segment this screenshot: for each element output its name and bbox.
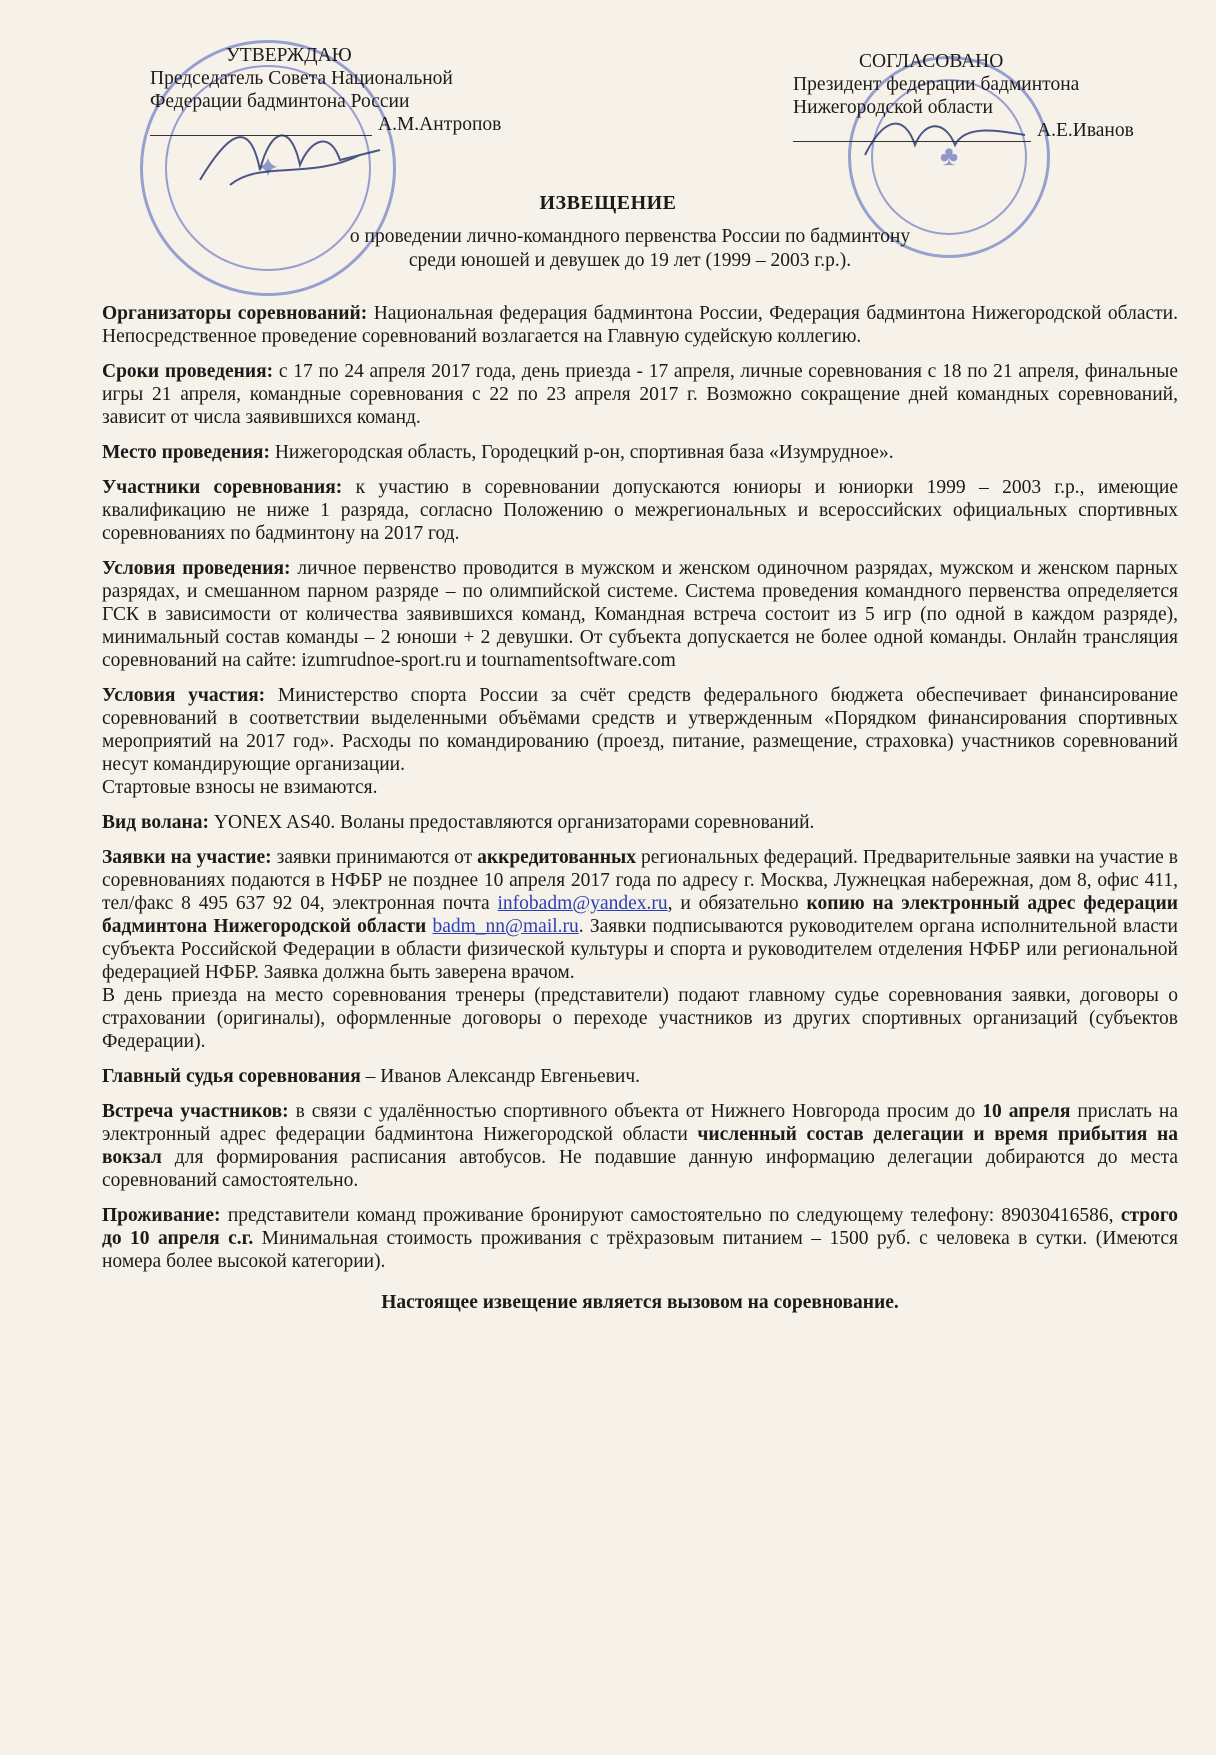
section-text: к участию в соревновании допускаются юниоры и юниорки 1999 – 2003 г.р., имеющие квалификацию не ниже 1 разряда, согласно Положению о межрегиональных и всероссийских официальных спортивных соревнованиях по бадминтону на 2017 год. (102, 477, 1178, 544)
document-subtitle (230, 225, 1030, 273)
section-text: Нижегородская область, Городецкий р-он, спортивная база «Изумрудное». (269, 442, 894, 463)
section-dates (102, 360, 1178, 429)
section-place (102, 441, 1178, 464)
fees-note: Стартовые взносы не взимаются. (102, 777, 378, 798)
section-label: Условия участия: (102, 685, 266, 706)
approver-organization: Федерации бадминтона России (150, 91, 410, 112)
shuttlecock-icon: ♣ (939, 141, 959, 172)
section-text: прислать на электронный адрес федерации бадминтона Нижегородской области (102, 1101, 1178, 1145)
section-label: Заявки на участие: (102, 847, 272, 868)
section-label: Место проведения: (102, 442, 270, 463)
section-label: Организаторы соревнований: (102, 303, 368, 324)
emphasis-text: копию на электронный адрес федерации бадминтона Нижегородской области (102, 893, 1178, 937)
agreer-position: Президент федерации бадминтона (793, 74, 1080, 95)
section-text: в связи с удалённостью спортивного объекта от Нижнего Новгорода просим до (288, 1101, 983, 1122)
section-text: заявки принимаются от (271, 847, 478, 868)
section-label: Главный судья соревнования (102, 1066, 361, 1087)
approver-name: А.М.Антропов (378, 114, 502, 135)
subtitle-line-2: среди юношей и девушек до 19 лет (1999 – 2003 г.р.). (408, 250, 852, 271)
signature-blank (150, 121, 372, 136)
section-participants (102, 476, 1178, 545)
section-organizers (102, 302, 1178, 348)
email-link-nfbr[interactable]: infobadm@yandex.ru (497, 893, 668, 914)
document-body (102, 302, 1178, 1314)
subtitle-line-1: о проведении лично-командного первенства России по бадминтону (349, 226, 911, 247)
signature-line (793, 119, 1173, 142)
section-text: YONEX AS40. Воланы предоставляются организаторами соревнований. (209, 812, 815, 833)
approval-block-left (150, 44, 550, 136)
section-text: с 17 по 24 апреля 2017 года, день приезда - 17 апреля, личные соревнования с 18 по 21 апреля, финальные игры 21 апреля, командные соревнования с 22 по 23 апреля 2017 г. Возможно сокращение дней командных соревнований, зависит от числа заявившихся команд. (102, 361, 1178, 428)
shuttlecock-icon: ✦ (256, 153, 280, 184)
section-text: для формирования расписания автобусов. Не подавшие данную информацию делегации добираются до места соревнований самостоятельно. (102, 1147, 1178, 1191)
section-text: – Иванов Александр Евгеньевич. (360, 1066, 641, 1087)
email-link-regional[interactable]: badm_nn@mail.ru (432, 916, 579, 937)
section-label: Проживание: (102, 1205, 221, 1226)
section-label: Участники соревнования: (102, 477, 343, 498)
closing-statement: Настоящее извещение является вызовом на соревнование. (381, 1292, 899, 1313)
approval-block-right (793, 50, 1173, 142)
section-text: представители команд проживание бронируют самостоятельно по следующему телефону: 89030416586, (220, 1205, 1121, 1226)
section-text: региональных федераций. Предварительные заявки на участие в соревнованиях подаются в НФБР не позднее 10 апреля 2017 года по адресу г. Москва, Лужнецкая набережная, дом 8, офис 411, тел/факс 8 495 637 92 04, электронная почта (102, 847, 1178, 914)
emphasis-text: численный состав делегации и время прибытия на вокзал (102, 1124, 1178, 1168)
section-applications (102, 846, 1178, 984)
section-label: Встреча участников: (102, 1101, 289, 1122)
agreer-organization: Нижегородской области (793, 97, 993, 118)
approval-heading: УТВЕРЖДАЮ (226, 45, 352, 66)
document-title: ИЗВЕЩЕНИЕ (539, 192, 677, 214)
signature-blank (793, 127, 1031, 142)
section-text: . Заявки подписываются руководителем органа исполнительной власти субъекта Российской Федерации в области физической культуры и спорта и руководителем отделения НФБР или региональной федерацией НФБР. Заявка должна быть заверена врачом. (102, 916, 1178, 983)
section-housing (102, 1204, 1178, 1273)
section-text: Министерство спорта России за счёт средств федерального бюджета обеспечивает финансирование соревнований в соответствии выделенными объёмами средств и утвержденным «Порядком финансирования спортивных мероприятий на 2017 год». Расходы по командированию (проезд, питание, размещение, страховка) участников соревнований несут командирующие организации. (102, 685, 1178, 775)
emphasis-text: 10 апреля (982, 1101, 1071, 1122)
approver-position: Председатель Совета Национальной (150, 68, 453, 89)
section-text: Минимальная стоимость проживания с трёхразовым питанием – 1500 руб. с человека в сутки. (Имеются номера более высокой категории). (102, 1228, 1178, 1272)
section-label: Вид волана: (102, 812, 210, 833)
emphasis-text: аккредитованных (477, 847, 636, 868)
agreement-heading: СОГЛАСОВАНО (859, 51, 1004, 72)
section-label: Сроки проведения: (102, 361, 274, 382)
arrival-note: В день приезда на место соревнования тренеры (представители) подают главному судье соревнования заявки, договоры о страховании (оригиналы), оформленные договоры о переходе участников из других спортивных организаций (субъектов Федерации). (102, 985, 1178, 1052)
section-meeting (102, 1100, 1178, 1192)
emphasis-text: строго до 10 апреля с.г. (102, 1205, 1178, 1249)
agreer-name: А.Е.Иванов (1037, 120, 1134, 141)
signature-line (150, 113, 550, 136)
section-participation (102, 684, 1178, 776)
section-referee (102, 1065, 1178, 1088)
section-shuttle (102, 811, 1178, 834)
section-text: Национальная федерация бадминтона России, Федерация бадминтона Нижегородской области. Непосредственное проведение соревнований возлагается на Главную судейскую коллегию. (102, 303, 1178, 347)
section-text: , и обязательно (667, 893, 807, 914)
section-label: Условия проведения: (102, 558, 291, 579)
section-text: личное первенство проводится в мужском и женском одиночном разрядах, мужском и женском парных разрядах, и смешанном парном разряде – по олимпийской системе. Система проведения командного первенства определяется ГСК в зависимости от количества заявившихся команд, Командная встреча состоит из 5 игр (по одной в каждом разряде), минимальный состав команды – 2 юноши + 2 девушки. От субъекта допускается не более одной команды. Онлайн трансляция соревнований на сайте: izumrudnoe-sport.ru и tournamentsoftware.com (102, 558, 1178, 671)
section-conditions (102, 557, 1178, 672)
